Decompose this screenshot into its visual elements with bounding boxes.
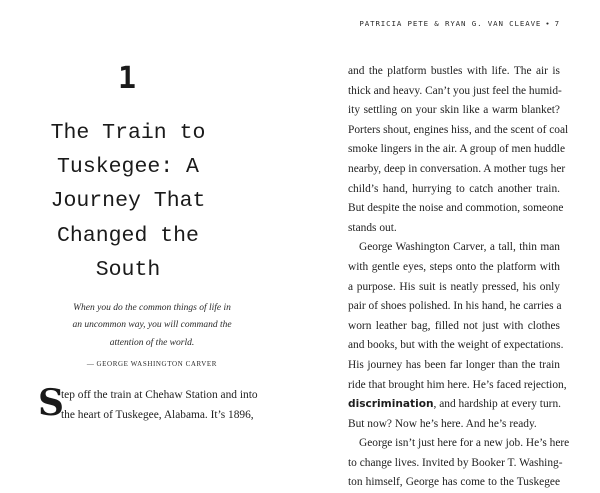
body-line: smoke lingers in the air. A group of men huddle xyxy=(348,143,566,156)
epigraph-line: When you do the common things of life in xyxy=(73,303,231,313)
page-number: 7 xyxy=(554,19,560,28)
body-line: ride that brought him here. He’s faced rejection, xyxy=(348,378,567,391)
epigraph-attribution xyxy=(52,358,252,370)
chapter-title xyxy=(42,116,214,287)
opening-paragraph xyxy=(38,382,258,425)
running-head-authors: PATRICIA PETE & RYAN G. VAN CLEAVE xyxy=(359,19,542,28)
epigraph-line: attention of the world. xyxy=(109,337,195,348)
running-head-bullet: • xyxy=(545,19,551,28)
chapter-title-line: South xyxy=(95,257,161,282)
body-line: ton himself, George has come to the Tuskegee xyxy=(348,476,560,489)
chapter-number: 1 xyxy=(117,61,137,96)
opening-line: tep off the train at Chehaw Station and into xyxy=(61,389,258,401)
body-line: child’s hand, hurrying to catch another train. xyxy=(348,182,560,195)
body-line: with gentle eyes, steps onto the platform with xyxy=(348,260,560,273)
body-line: to change lives. Invited by Booker T. Washing- xyxy=(348,456,563,469)
chapter-title-line: Journey That xyxy=(50,189,206,214)
body-line: worn leather bag, filled not just with clothes xyxy=(348,319,560,332)
body-line: George isn’t just here for a new job. He’s here xyxy=(359,437,570,450)
running-head xyxy=(359,19,560,29)
body-line: stands out. xyxy=(348,221,397,234)
body-line-rest: , and hardship at every turn. xyxy=(433,398,562,411)
body-line: ity settling on your skin like a warm blanket? xyxy=(348,104,560,117)
body-line: and the platform bustles with life. The air is xyxy=(348,65,560,77)
body-line: nearby, deep in conversation. A mother tugs her xyxy=(348,162,566,175)
epigraph xyxy=(52,300,252,352)
attribution-name: GEORGE WASHINGTON CARVER xyxy=(96,360,218,368)
body-line: a purpose. His suit is neatly pressed, his only xyxy=(348,280,560,293)
body-line: George Washington Carver, a tall, thin man xyxy=(359,241,560,254)
body-line: But now? Now he’s here. And he’s ready. xyxy=(348,417,537,430)
opening-line: the heart of Tuskegee, Alabama. It’s 1896, xyxy=(61,409,254,421)
body-line xyxy=(348,395,560,415)
chapter-title-line: The Train to xyxy=(50,121,206,145)
body-line: thick and heavy. Can’t you just feel the humid- xyxy=(348,84,562,97)
body-line: Porters shout, engines hiss, and the scent of coal xyxy=(348,123,569,136)
body-text xyxy=(348,62,570,493)
body-line: But despite the noise and commotion, someone xyxy=(348,202,564,215)
body-line: pair of shoes polished. In his hand, he carries a xyxy=(348,300,562,313)
body-line: and books, but with the weight of expectations. xyxy=(348,339,564,352)
body-line: His journey has been far longer than the train xyxy=(348,358,560,371)
attribution-dash: — xyxy=(86,360,95,368)
drop-cap: S xyxy=(38,382,64,424)
epigraph-line: an uncommon way, you will command the xyxy=(72,320,232,331)
chapter-title-line: Changed the xyxy=(57,223,199,248)
keyword-discrimination: discrimination xyxy=(348,398,434,411)
chapter-title-line: Tuskegee: A xyxy=(57,155,199,180)
left-page xyxy=(0,0,300,464)
right-page xyxy=(300,0,600,489)
